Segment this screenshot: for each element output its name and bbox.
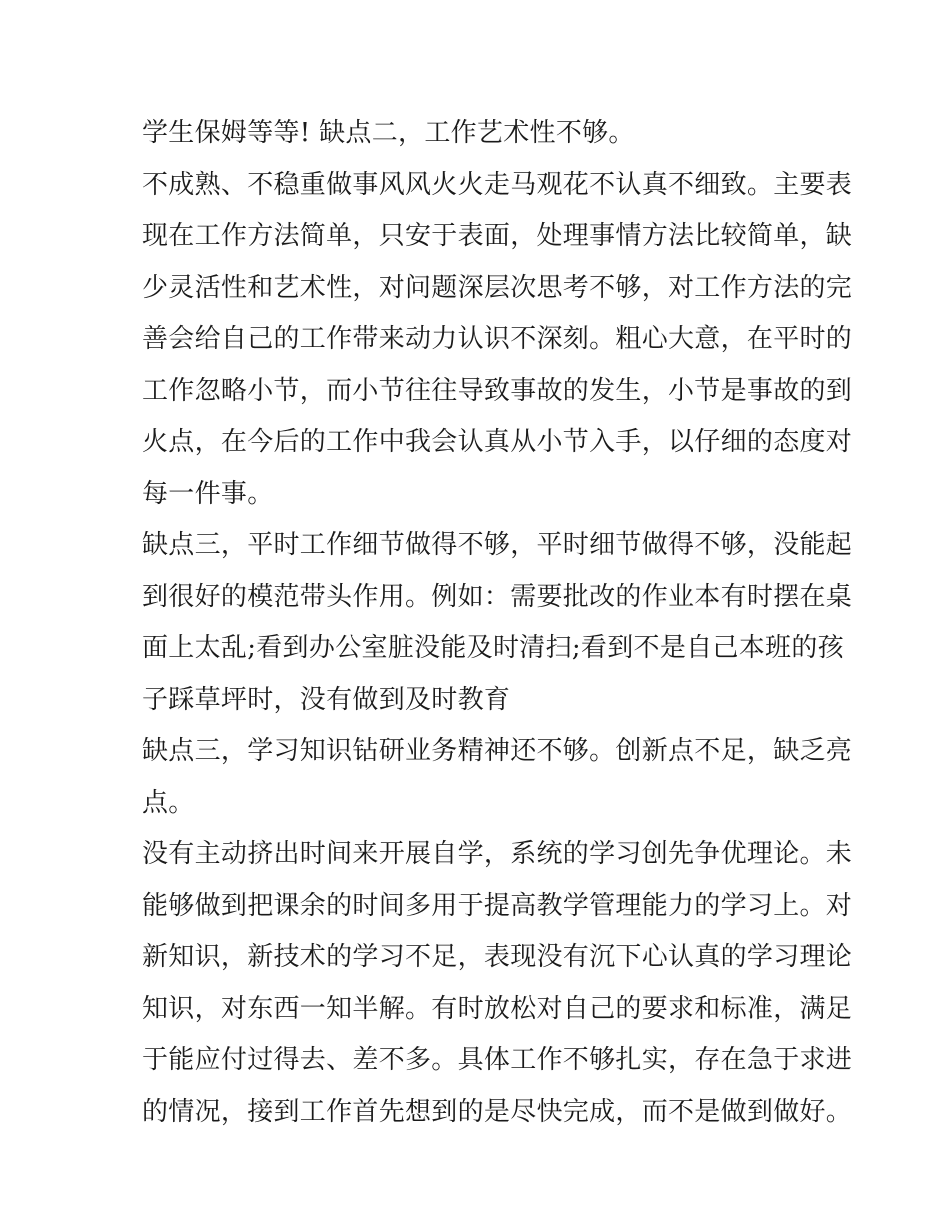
text-line: 不成熟、不稳重做事风风火火走马观花不认真不细致。主要表 <box>142 169 853 200</box>
text-line: 每一件事。 <box>142 478 274 509</box>
text-line: 到很好的模范带头作用。例如：需要批改的作业本有时摆在桌 <box>142 581 853 612</box>
text-line: 少灵活性和艺术性，对问题深层次思考不够，对工作方法的完 <box>142 272 853 303</box>
text-line: 缺点三，平时工作细节做得不够，平时细节做得不够，没能起 <box>142 530 853 560</box>
text-line: 新知识，新技术的学习不足，表现没有沉下心认真的学习理论 <box>142 942 853 972</box>
text-line: 能够做到把课余的时间多用于提高教学管理能力的学习上。对 <box>142 890 853 921</box>
text-line: 知识，对东西一知半解。有时放松对自己的要求和标准，满足 <box>142 993 853 1024</box>
text-line: 工作忽略小节，而小节往往导致事故的发生，小节是事故的到 <box>142 375 853 406</box>
text-line: 子踩草坪时，没有做到及时教育 <box>142 684 511 715</box>
text-line: 善会给自己的工作带来动力认识不深刻。粗心大意，在平时的 <box>142 324 853 354</box>
body-text <box>142 108 853 1138</box>
text-line: 的情况，接到工作首先想到的是尽快完成，而不是做到做好。 <box>142 1096 853 1127</box>
text-line: 没有主动挤出时间来开展自学，系统的学习创先争优理论。未 <box>142 839 853 869</box>
text-line: 现在工作方法简单，只安于表面，处理事情方法比较简单，缺 <box>142 221 853 251</box>
text-line: 火点，在今后的工作中我会认真从小节入手，以仔细的态度对 <box>142 427 853 457</box>
text-line: 于能应付过得去、差不多。具体工作不够扎实，存在急于求进 <box>142 1045 853 1075</box>
text-line: 缺点三，学习知识钻研业务精神还不够。创新点不足，缺乏亮 <box>142 736 853 766</box>
text-line: 面上太乱;看到办公室脏没能及时清扫;看到不是自己本班的孩 <box>142 633 844 663</box>
text-line: 学生保姆等等! 缺点二，工作艺术性不够。 <box>142 118 635 148</box>
text-line: 点。 <box>142 787 195 818</box>
